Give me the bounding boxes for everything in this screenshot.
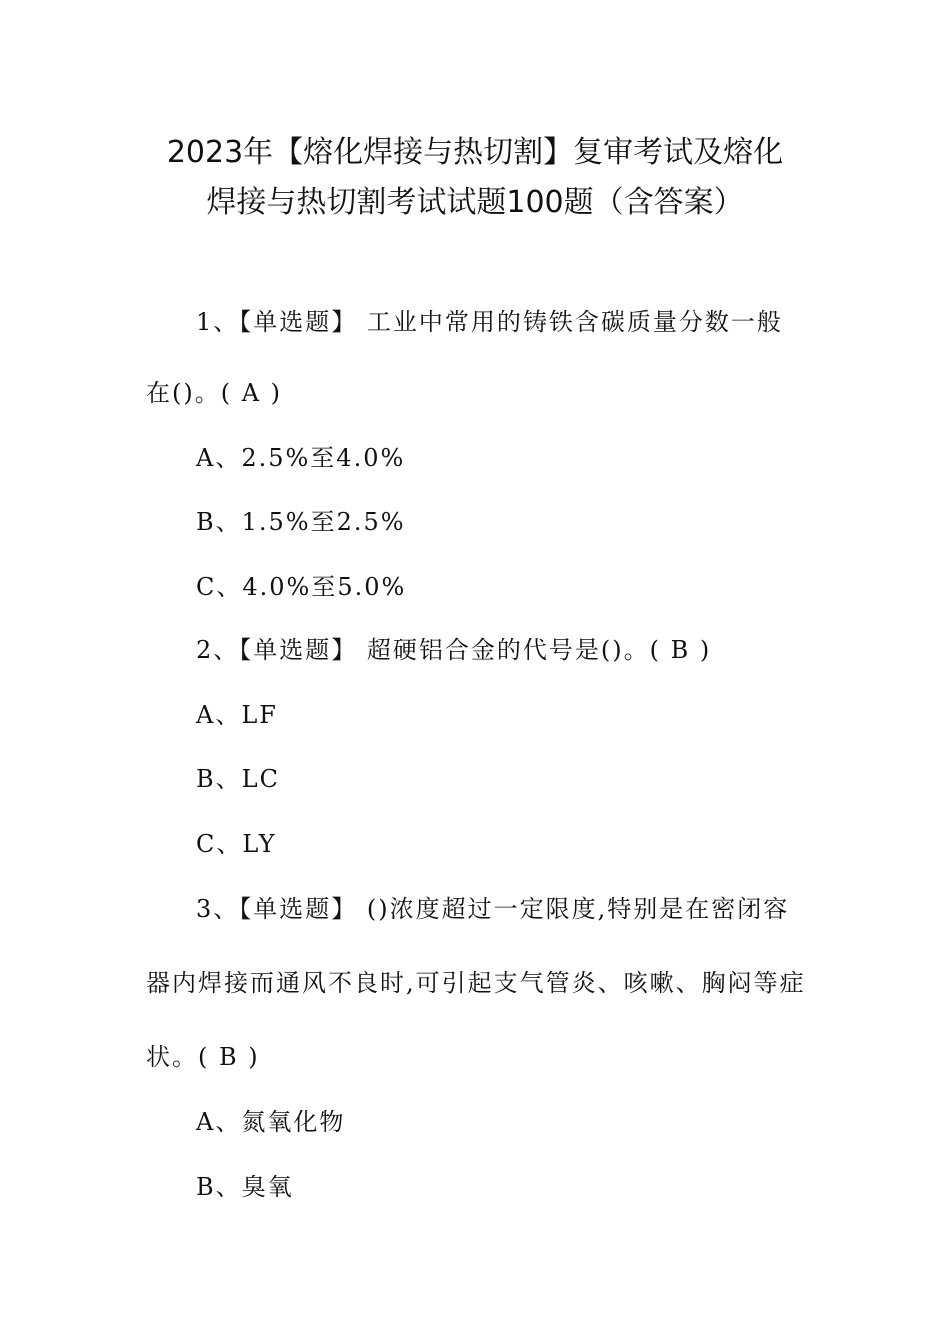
question-2-option-b: B、LC: [196, 765, 280, 793]
title-line-1: 2023年【熔化焊接与热切割】复审考试及熔化: [166, 135, 784, 170]
question-1-option-c: C、4.0%至5.0%: [196, 573, 407, 601]
question-3-stem-line-2: 器内焊接而通风不良时,可引起支气管炎、咳嗽、胸闷等症: [146, 969, 806, 997]
question-3-option-b: B、臭氧: [196, 1173, 294, 1201]
title-line-2: 焊接与热切割考试试题100题（含答案）: [206, 185, 744, 220]
question-3-option-a: A、氮氧化物: [196, 1108, 346, 1136]
question-2-option-a: A、LF: [196, 701, 278, 729]
question-1-stem-line-2: 在()。( A ): [146, 379, 283, 407]
question-1-option-a: A、2.5%至4.0%: [196, 444, 406, 472]
question-1-option-b: B、1.5%至2.5%: [196, 508, 406, 536]
question-1-stem-line-1: 1、【单选题】 工业中常用的铸铁含碳质量分数一般: [196, 308, 783, 336]
question-2-option-c: C、LY: [196, 830, 277, 858]
document-title: [120, 128, 830, 228]
question-3-stem-line-3: 状。( B ): [146, 1043, 260, 1071]
question-3-stem-line-1: 3、【单选题】 ()浓度超过一定限度,特别是在密闭容: [196, 895, 790, 923]
question-2-stem-line-1: 2、【单选题】 超硬铝合金的代号是()。( B ): [196, 636, 712, 664]
